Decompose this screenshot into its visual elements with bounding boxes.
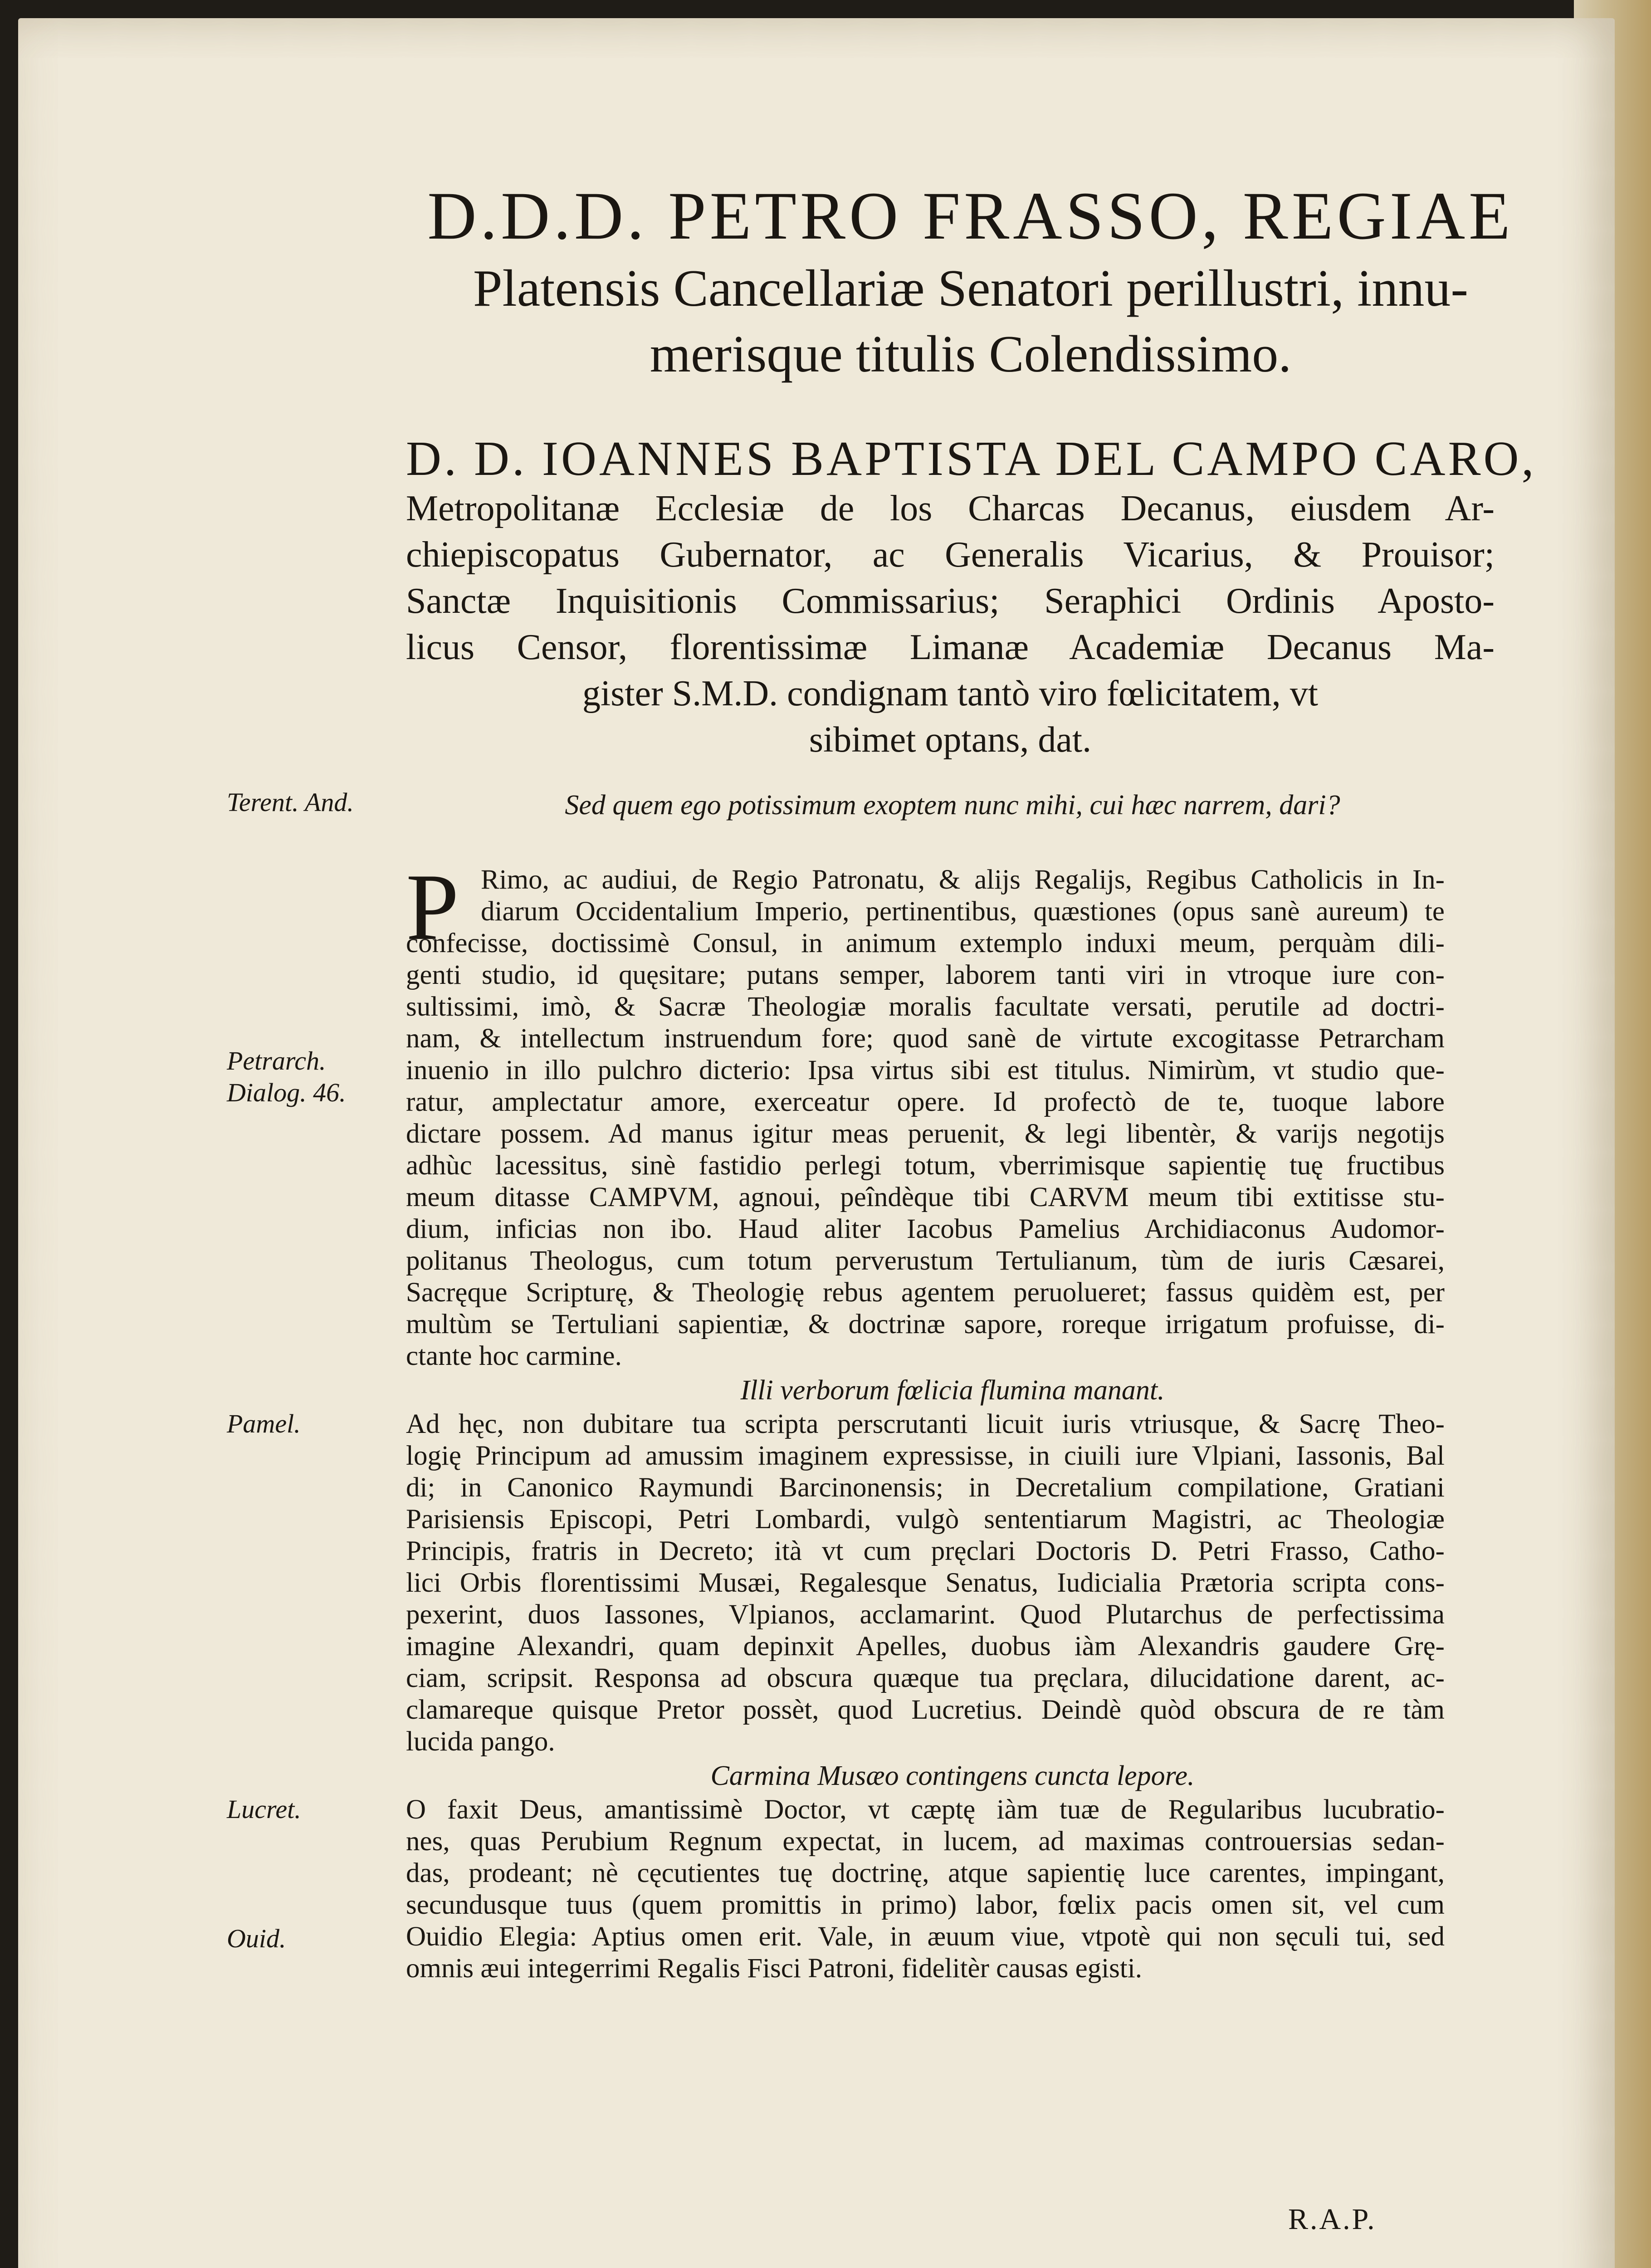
body-line: politanus Theologus, cum totum perverustum Tertulianum, tùm de iuris Cæsarei,: [406, 1246, 1445, 1276]
margin-note-dialog: Dialog. 46.: [227, 1078, 346, 1107]
quote-carmina: Carmina Musæo contingens cuncta lepore.: [710, 1760, 1195, 1791]
margin-note-petrarch: Petrarch.: [227, 1046, 326, 1075]
body-line: pexerint, duos Iassones, Vlpianos, acclamarint. Quod Plutarchus de perfectissima: [406, 1599, 1445, 1630]
body-line: sultissimi, imò, & Sacræ Theologiæ moralis facultate versati, perutile ad doctri-: [406, 992, 1445, 1022]
body-line: logię Principum ad amussim imaginem expressisse, in ciuili iure Vlpiani, Iassonis, Bal: [406, 1441, 1445, 1471]
body-line: ciam, scripsit. Responsa ad obscura quæque tua pręclara, dilucidatione darent, ac-: [406, 1663, 1445, 1693]
margin-note-terent: Terent. And.: [227, 787, 354, 817]
body-line: dictare possem. Ad manus igitur meas peruenit, & legi libentèr, & varijs negotijs: [406, 1119, 1445, 1149]
body-line: diarum Occidentalium Imperio, pertinentibus, quæstiones (opus sanè aureum) te: [481, 896, 1445, 927]
body-line: Rimo, ac audiui, de Regio Patronatu, & alijs Regalijs, Regibus Catholicis in In-: [481, 865, 1445, 895]
dedication-line: Sanctæ Inquisitionis Commissarius; Seraphici Ordinis Aposto-: [406, 581, 1495, 621]
body-line: nam, & intellectum instruendum fore; quod sanè de virtute excogitasse Petrarcham: [406, 1023, 1445, 1054]
signature-initials: R.A.P.: [1288, 2203, 1377, 2236]
body-line: ratur, amplectatur amore, exerceatur opere. Id profectò de te, tuoque labore: [406, 1087, 1445, 1117]
body-line: secundusque tuus (quem promittis in primo) labor, fœlix pacis omen sit, vel cum: [406, 1890, 1445, 1920]
body-line: Principis, fratris in Decreto; ità vt cum pręclari Doctoris D. Petri Frasso, Catho-: [406, 1536, 1445, 1566]
body-line: inuenio in illo pulchro dicterio: Ipsa virtus sibi est titulus. Nimirùm, vt studio que-: [406, 1055, 1445, 1085]
drop-cap: P: [406, 855, 459, 960]
body-line: di; in Canonico Raymundi Barcinonensis; in Decretalium compilatione, Gratiani: [406, 1472, 1445, 1503]
body-line: genti studio, id quęsitare; putans semper, laborem tanti viri in vtroque iure con-: [406, 960, 1445, 990]
body-line: Parisiensis Episcopi, Petri Lombardi, vulgò sententiarum Magistri, ac Theologiæ: [406, 1504, 1445, 1535]
author-name: D. D. IOANNES BAPTISTA DEL CAMPO CARO,: [406, 432, 1537, 486]
title-line-2: Platensis Cancellariæ Senatori perillustri, innu-: [473, 259, 1468, 318]
body-line: adhùc lacessitus, sinè fastidio perlegi totum, vberrimisque sapientię tuę fructibus: [406, 1150, 1445, 1181]
dedication-line: gister S.M.D. condignam tantò viro fœlicitatem, vt: [582, 674, 1318, 714]
body-line: lici Orbis florentissimi Musæi, Regalesque Senatus, Iudicialia Prætoria scripta cons-: [406, 1568, 1445, 1598]
body-line: multùm se Tertuliani sapientiæ, & doctrinæ sapore, roreque irrigatum profuisse, di-: [406, 1309, 1445, 1339]
body-line: O faxit Deus, amantissimè Doctor, vt cæptę iàm tuæ de Regularibus lucubratio-: [406, 1794, 1445, 1825]
title-line-3: merisque titulis Colendissimo.: [650, 325, 1292, 383]
quote-illi: Illi verborum fœlicia flumina manant.: [740, 1375, 1165, 1406]
body-line: Sacręque Scripturę, & Theologię rebus agentem peruolueret; fassus quidèm est, per: [406, 1277, 1445, 1308]
body-line: das, prodeant; nè cęcutientes tuę doctrinę, atque sapientię luce carentes, impingant,: [406, 1858, 1445, 1888]
title-line-1: D.D.D. PETRO FRASSO, REGIAE: [427, 178, 1514, 254]
body-line: Ouidio Elegia: Aptius omen erit. Vale, in æuum viue, vtpotè qui non sęculi tui, sed: [406, 1921, 1445, 1952]
body-line: imagine Alexandri, quam depinxit Apelles, duobus iàm Alexandris gaudere Grę-: [406, 1631, 1445, 1662]
dedication-line: licus Censor, florentissimæ Limanæ Academiæ Decanus Ma-: [406, 627, 1495, 667]
body-line: meum ditasse CAMPVM, agnoui, peîndèque tibi CARVM meum tibi extitisse stu-: [406, 1182, 1445, 1212]
margin-note-pamel: Pamel.: [227, 1409, 301, 1438]
body-line: ctante hoc carmine.: [406, 1341, 622, 1371]
body-line: Ad hęc, non dubitare tua scripta perscrutanti licuit iuris vtriusque, & Sacrę Theo-: [406, 1409, 1445, 1439]
body-line: clamareque quisque Pretor possèt, quod Lucretius. Deindè quòd obscura de re tàm: [406, 1695, 1445, 1725]
body-line: lucida pango.: [406, 1726, 555, 1757]
body-line: nes, quas Perubium Regnum expectat, in lucem, ad maximas controuersias sedan-: [406, 1826, 1445, 1857]
body-line: dium, inficias non ibo. Haud aliter Iacobus Pamelius Archidiaconus Audomor-: [406, 1214, 1445, 1244]
dedication-line: Metropolitanæ Ecclesiæ de los Charcas Decanus, eiusdem Ar-: [406, 489, 1495, 528]
quote-terence: Sed quem ego potissimum exoptem nunc mihi, cui hæc narrem, dari?: [565, 790, 1340, 821]
margin-note-lucret: Lucret.: [227, 1794, 301, 1824]
margin-note-ouid: Ouid.: [227, 1924, 286, 1953]
dedication-line: chiepiscopatus Gubernator, ac Generalis Vicarius, & Prouisor;: [406, 535, 1495, 575]
dedication-line: sibimet optans, dat.: [809, 720, 1092, 760]
body-line: confecisse, doctissimè Consul, in animum extemplo induxi meum, perquàm dili-: [406, 928, 1445, 958]
body-line: omnis æui integerrimi Regalis Fisci Patroni, fidelitèr causas egisti.: [406, 1953, 1143, 1984]
